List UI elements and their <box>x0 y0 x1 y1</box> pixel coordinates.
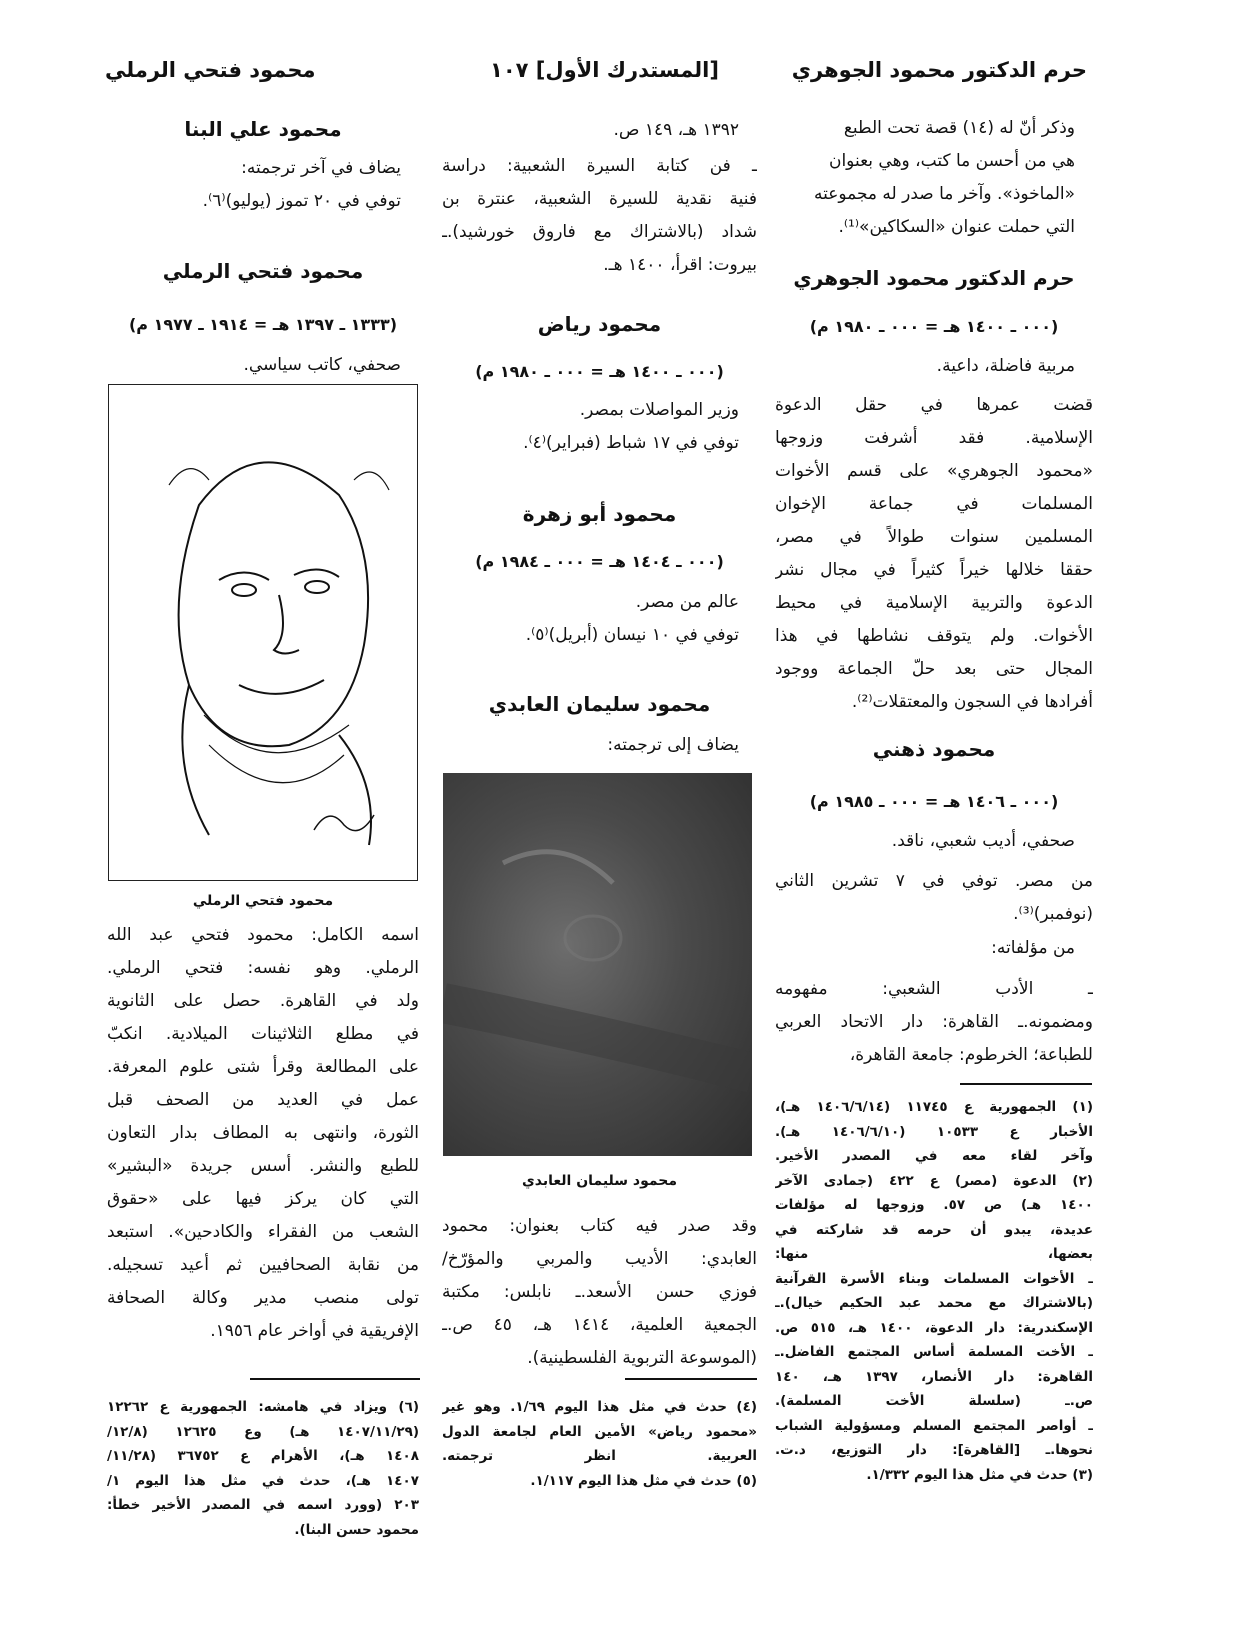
entry-body <box>107 919 419 1348</box>
text-line: بعضها، منها: <box>775 1246 1093 1262</box>
entry-body <box>442 394 757 460</box>
entry-description <box>775 825 1093 858</box>
middle-intro <box>442 114 757 147</box>
header-right-title: حرم الدكتور محمود الجوهري <box>791 58 1087 82</box>
text-line: (٠٠٠ ـ ١٤٠٠ هـ = ٠٠٠ ـ ١٩٨٠ م) <box>475 362 724 381</box>
header-page-number: [المستدرك الأول] ١٠٧ <box>490 58 719 82</box>
text-line: شداد (بالاشتراك مع فاروق خورشيد).ـ <box>442 222 757 242</box>
text-line: ٢٠٣ (وورد اسمه في المصدر الأخير خطأ: <box>107 1497 419 1513</box>
text-line: يضاف إلى ترجمته: <box>607 735 739 755</box>
text-line: وذكر أنّ له (١٤) قصة تحت الطبع <box>843 118 1075 138</box>
text-line: الإفريقية في أواخر عام ١٩٥٦. <box>210 1321 419 1341</box>
sketch-caption <box>107 885 419 918</box>
entry-title <box>775 733 1093 766</box>
entry-dates <box>775 310 1093 343</box>
text-line: التي كان يركز فيها على «حقوق <box>107 1189 419 1209</box>
text-line: (٥) حدث في مثل هذا اليوم ١/١١٧. <box>530 1472 757 1489</box>
header-left-title: محمود فتحي الرملي <box>105 58 316 82</box>
entry-dates <box>107 308 419 341</box>
text-line: محمود علي البنا <box>184 117 342 141</box>
text-line: ـ الأدب الشعبي: مفهومه <box>775 979 1093 999</box>
text-line: (٠٠٠ ـ ١٤٠٤ هـ = ٠٠٠ ـ ١٩٨٤ م) <box>475 552 724 571</box>
text-line: (٠٠٠ ـ ١٤٠٠ هـ = ٠٠٠ ـ ١٩٨٠ م) <box>809 317 1059 336</box>
text-line: فوزي حسن الأسعد.ـ نابلس: مكتبة <box>442 1282 757 1302</box>
entry-dates <box>442 355 757 388</box>
text-line: فنية نقدية للسيرة الشعبية، عنترة بن <box>442 189 757 209</box>
text-line: اسمه الكامل: محمود فتحي عبد الله <box>107 925 419 945</box>
text-line: قضت عمرها في حقل الدعوة <box>775 395 1093 415</box>
text-line: (١) الجمهورية ع ١١٧٤٥ (١٤٠٦/٦/١٤ هـ)، <box>775 1099 1093 1115</box>
entry-title <box>775 262 1093 295</box>
text-line: أفرادها في السجون والمعتقلات⁽²⁾. <box>851 692 1093 712</box>
entry-body <box>442 586 757 652</box>
entry-body <box>775 389 1093 719</box>
text-line: على المطالعة وقرأ شتى علوم المعرفة. <box>107 1057 419 1077</box>
text-line: (٣) حدث في مثل هذا اليوم ١/٣٣٢. <box>866 1466 1093 1483</box>
text-line: الجمعية العلمية، ١٤١٤ هـ، ٤٥ ص.ـ <box>442 1315 757 1335</box>
text-line: الإسلامية. فقد أشرفت وزوجها <box>775 428 1093 448</box>
text-line: الأخوات. ولم يتوقف نشاطها في هذا <box>775 626 1093 646</box>
text-line: بيروت: اقرأ، ١٤٠٠ هـ. <box>603 255 757 275</box>
text-line: وزير المواصلات بمصر. <box>579 400 739 420</box>
text-line: (٦) ويزاد في هامشه: الجمهورية ع ١٢٢٦٢ <box>107 1399 419 1415</box>
text-line: صحفي، كاتب سياسي. <box>243 355 401 375</box>
text-line: عمل في العديد من الصحف قبل <box>107 1090 419 1110</box>
text-line: عديدة، يبدو أن حرمه قد شاركته في <box>775 1221 1093 1238</box>
works-list <box>775 973 1093 1072</box>
text-line: ١٤٠٧ هـ)، حدث في مثل هذا اليوم ١/ <box>107 1472 419 1489</box>
text-line: ١٤٠٠ هـ) ص ٥٧. وزوجها له مؤلفات <box>775 1197 1093 1213</box>
footnote-divider <box>960 1083 1092 1085</box>
text-line: مربية فاضلة، داعية. <box>936 356 1075 376</box>
text-line: المسلمين سنوات طوالاً في مصر، <box>775 527 1093 547</box>
entry-dates <box>442 545 757 578</box>
text-line: ص.ـ (سلسلة الأخت المسلمة). <box>775 1393 1093 1409</box>
text-line: الشعب من الفقراء والكادحين». استبعد <box>107 1222 419 1242</box>
text-line: ـ أواصر المجتمع المسلم ومسؤولية الشباب <box>775 1417 1093 1434</box>
caricature-drawing <box>109 385 417 880</box>
text-line: محمود فتحي الرملي <box>162 259 364 283</box>
entry-description <box>107 349 419 382</box>
entry-title <box>442 498 757 531</box>
text-line: الثورة، وانتهى به المطاف بدار التعاون <box>107 1123 419 1143</box>
text-line: «الماخوذ». وآخر ما صدر له مجموعته <box>813 184 1075 204</box>
text-line: صحفي، أديب شعبي، ناقد. <box>891 831 1075 851</box>
entry-description <box>775 350 1093 383</box>
entry-title <box>442 308 757 341</box>
photo-caption <box>442 1165 757 1198</box>
entry-body <box>442 1210 757 1375</box>
text-line: نحوها.ـ [القاهرة]: دار التوزيع، د.ت. <box>775 1442 1093 1458</box>
text-line: من نقابة الصحافيين ثم أعيد تسجيله. <box>107 1255 419 1275</box>
text-line: محمود أبو زهرة <box>522 502 677 526</box>
text-line: المجال حتى بعد حلّ الجماعة ووجود <box>775 659 1093 679</box>
entry-dates <box>775 785 1093 818</box>
text-line: وآخر لقاء معه في المصدر الأخير. <box>775 1148 1093 1164</box>
text-line: (١٣٣٣ ـ ١٣٩٧ هـ = ١٩١٤ ـ ١٩٧٧ م) <box>128 315 398 334</box>
text-line: محمود سليمان العابدي <box>488 692 711 716</box>
text-line: في مطلع الثلاثينات الميلادية. انكبّ <box>107 1024 419 1044</box>
works-list <box>442 150 757 282</box>
text-line: القاهرة: دار الأنصار، ١٣٩٧ هـ، ١٤٠ <box>775 1368 1093 1385</box>
text-line: العابدي: الأديب والمربي والمؤرّخ/ <box>442 1249 757 1269</box>
text-line: عالم من مصر. <box>635 592 739 612</box>
text-line: (٤) حدث في مثل هذا اليوم ١/٦٩. وهو غير <box>442 1399 757 1415</box>
text-line: (الموسوعة التربوية الفلسطينية). <box>527 1348 757 1368</box>
text-line: يضاف في آخر ترجمته: <box>241 158 401 178</box>
text-line: ـ الأخوات المسلمات وبناء الأسرة القرآنية <box>775 1270 1093 1287</box>
text-line: ١٤٠٨ هـ)، الأهرام ع ٣٦٧٥٢ (١١/٢٨/ <box>107 1448 419 1464</box>
text-line: محمود فتحي الرملي <box>192 893 334 909</box>
text-line: ١٣٩٢ هـ، ١٤٩ ص. <box>613 120 739 140</box>
text-line: (٢) الدعوة (مصر) ع ٤٢٢ (جمادى الآخر <box>775 1172 1093 1189</box>
entry-addition-label <box>442 729 757 762</box>
entry-title <box>107 255 419 288</box>
entry-body <box>775 865 1093 931</box>
works-label <box>775 932 1093 965</box>
footnotes <box>775 1095 1093 1487</box>
text-line: محمود حسن البنا). <box>294 1521 419 1538</box>
text-line: العربية. انظر ترجمته. <box>442 1448 757 1464</box>
text-line: محمود رياض <box>537 312 662 336</box>
text-line: ـ فن كتابة السيرة الشعبية: دراسة <box>442 156 757 176</box>
text-line: ولد في القاهرة. حصل على الثانوية <box>107 991 419 1011</box>
text-line: «محمود الجوهري» على قسم الأخوات <box>775 461 1093 481</box>
text-line: (١٤٠٧/١١/٢٩ هـ) وع ١٢٦٢٥ (١٢/٨/ <box>107 1423 419 1440</box>
text-line: «محمود رياض» الأمين العام لجامعة الدول <box>442 1423 757 1440</box>
text-line: توفي في ١٠ نيسان (أبريل)⁽٥⁾. <box>525 625 739 645</box>
right-intro <box>775 112 1093 244</box>
text-line: توفي في ٢٠ تموز (يوليو)⁽٦⁾. <box>202 191 401 211</box>
text-line: ـ الأخت المسلمة أساس المجتمع الفاضل.ـ <box>775 1344 1093 1360</box>
photo-shading <box>443 773 752 1156</box>
text-line: من مصر. توفي في ٧ تشرين الثاني <box>775 871 1093 891</box>
text-line: من مؤلفاته: <box>991 938 1075 958</box>
text-line: الدعوة والتربية الإسلامية في محيط <box>775 593 1093 613</box>
entry-title <box>442 688 757 721</box>
text-line: الأخبار ع ١٠٥٣٣ (١٤٠٦/٦/١٠ هـ). <box>775 1123 1093 1140</box>
text-line: ومضمونه.ـ القاهرة: دار الاتحاد العربي <box>775 1012 1093 1032</box>
caricature-sketch <box>108 384 418 881</box>
text-line: (نوفمبر)⁽³⁾. <box>1013 904 1093 924</box>
text-line: هي من أحسن ما كتب، وهي بعنوان <box>828 151 1075 171</box>
text-line: التي حملت عنوان «السكاكين»⁽¹⁾. <box>838 217 1075 237</box>
entry-title <box>107 113 419 146</box>
footnote-divider <box>250 1378 420 1380</box>
text-line: للطباعة؛ الخرطوم: جامعة القاهرة، <box>849 1045 1093 1065</box>
text-line: الرملي. وهو نفسه: فتحي الرملي. <box>107 958 419 978</box>
footnotes <box>442 1395 757 1493</box>
text-line: تولى منصب مدير وكالة الصحافة <box>107 1288 419 1308</box>
text-line: وقد صدر فيه كتاب بعنوان: محمود <box>442 1216 757 1236</box>
entry-body <box>107 152 419 218</box>
text-line: (بالاشتراك مع محمد عبد الحكيم خيال).ـ <box>775 1295 1093 1311</box>
portrait-photo <box>443 773 752 1156</box>
text-line: (٠٠٠ ـ ١٤٠٦ هـ = ٠٠٠ ـ ١٩٨٥ م) <box>809 792 1059 811</box>
text-line: محمود سليمان العابدي <box>521 1173 678 1189</box>
text-line: حققا خلالها خيراً كثيراً في مجال نشر <box>775 560 1093 580</box>
text-line: حرم الدكتور محمود الجوهري <box>793 266 1075 290</box>
text-line: المسلمات في جماعة الإخوان <box>775 494 1093 514</box>
footnotes <box>107 1395 419 1542</box>
footnote-divider <box>625 1378 757 1380</box>
text-line: توفي في ١٧ شباط (فبراير)⁽٤⁾. <box>523 433 739 453</box>
text-line: الإسكندرية: دار الدعوة، ١٤٠٠ هـ، ٥١٥ ص. <box>775 1319 1093 1336</box>
text-line: للطبع والنشر. أسس جريدة «البشير» <box>107 1156 419 1176</box>
text-line: محمود ذهني <box>872 737 996 761</box>
